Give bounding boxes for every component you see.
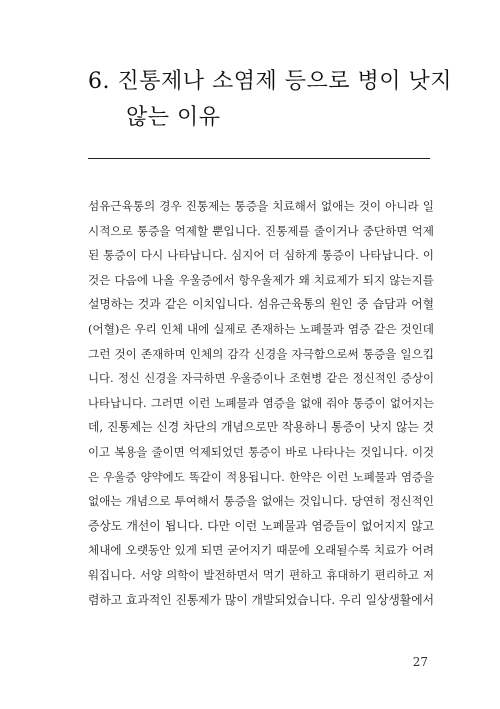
body-line: (어혈)은 우리 인체 내에 실제로 존재하는 노폐물과 염증 같은 것인데 [88,321,434,336]
body-line: 나타납니다. 그러면 이런 노폐물과 염증을 없애 줘야 통증이 없어지는 [88,395,434,410]
body-line: 증상도 개선이 됩니다. 다만 이런 노폐물과 염증들이 없어지지 않고 [88,518,434,533]
body-line: 워집니다. 서양 의학이 발전하면서 먹기 편하고 휴대하기 편리하고 저 [88,567,434,582]
body-line: 은 우울증 양약에도 똑같이 적용됩니다. 한약은 이런 노폐물과 염증을 [88,469,434,484]
body-line: 니다. 정신 신경을 자극하면 우울증이나 조현병 같은 정신적인 증상이 [88,371,434,386]
title-divider [88,158,430,159]
body-line: 된 통증이 다시 나타납니다. 심지어 더 심하게 통증이 나타납니다. 이 [88,248,434,263]
body-paragraph [88,194,434,612]
body-line: 데, 진통제는 신경 차단의 개념으로만 작용하니 통증이 낫지 않는 것 [88,420,434,435]
chapter-title-line-2: 않는 이유 [126,105,221,130]
body-line: 이고 복용을 줄이면 억제되었던 통증이 바로 나타나는 것입니다. 이것 [88,444,434,459]
page-number: 27 [412,655,428,669]
body-line: 설명하는 것과 같은 이치입니다. 섬유근육통의 원인 중 습담과 어혈 [88,297,434,312]
body-line: 시적으로 통증을 억제할 뿐입니다. 진통제를 줄이거나 중단하면 억제 [88,223,434,238]
body-line: 없애는 개념으로 투여해서 통증을 없애는 것입니다. 당연히 정신적인 [88,494,434,509]
body-line: 그런 것이 존재하며 인체의 감각 신경을 자극함으로써 통증을 일으킵 [88,346,434,361]
body-line: 체내에 오랫동안 있게 되면 굳어지기 때문에 오래될수록 치료가 어려 [88,543,434,558]
chapter-title [88,64,452,136]
chapter-title-line-1: 6. 진통제나 소염제 등으로 병이 낫지 [88,69,452,94]
body-line: 렴하고 효과적인 진통제가 많이 개발되었습니다. 우리 일상생활에서 [88,592,434,607]
body-line: 섬유근육통의 경우 진통제는 통증을 치료해서 없애는 것이 아니라 일 [88,199,434,213]
body-line: 것은 다음에 나올 우울증에서 항우울제가 왜 치료제가 되지 않는지를 [88,272,434,287]
